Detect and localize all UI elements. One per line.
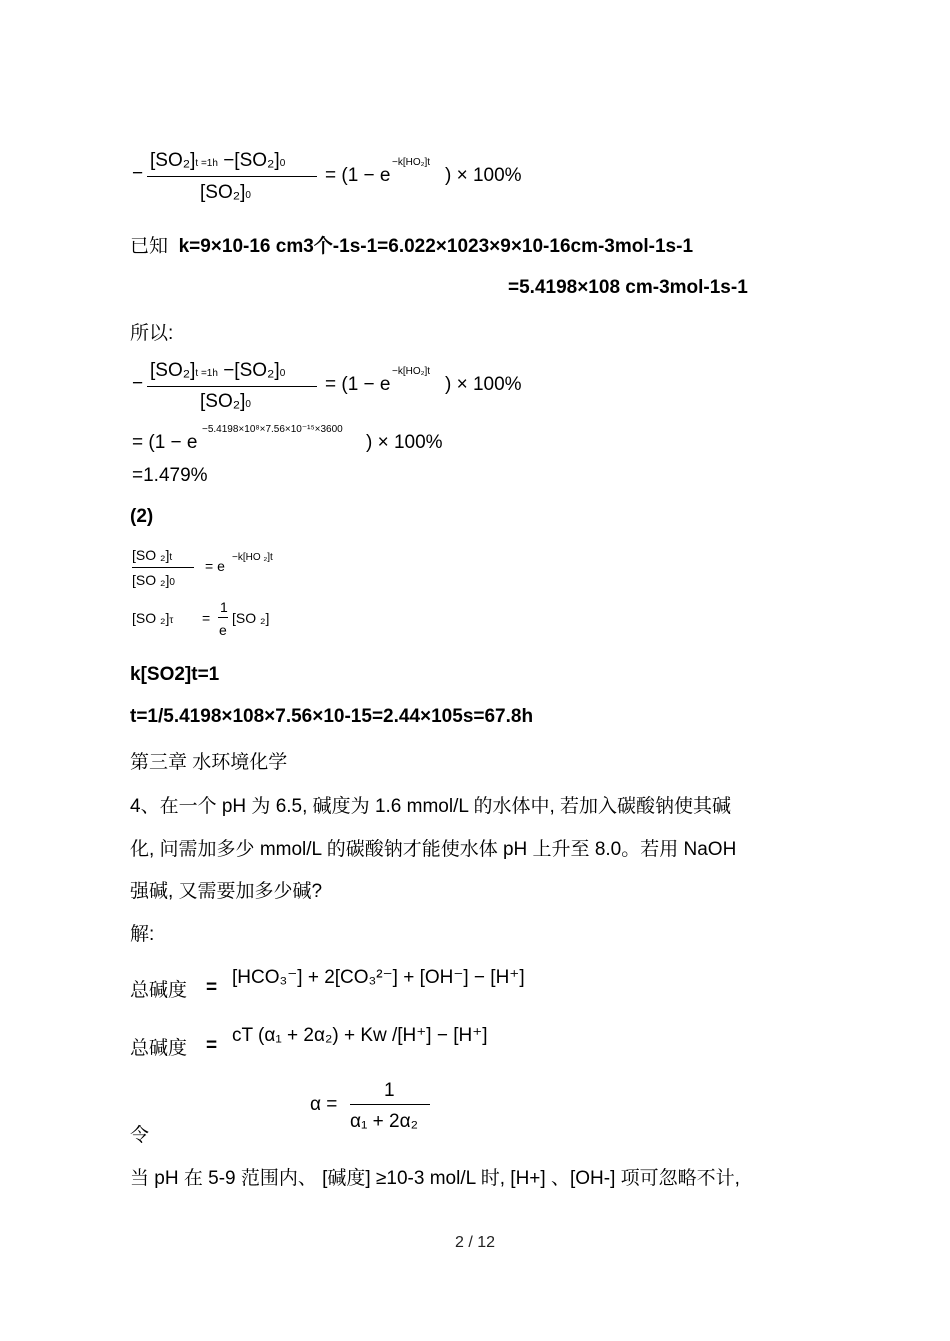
- alpha-lhs: α =: [310, 1094, 338, 1115]
- so2-term: [SO ₂]: [132, 547, 170, 563]
- subscript: t: [169, 552, 173, 563]
- rhs-tail: ) × 100%: [445, 374, 522, 395]
- fraction-numerator: [150, 150, 285, 172]
- equals: =: [202, 610, 211, 626]
- k-equation: k[SO2]t=1: [130, 664, 220, 685]
- exponent: −k[HO₂]t: [392, 366, 431, 377]
- fraction-bar: [132, 567, 194, 568]
- lhs: [132, 610, 173, 626]
- subscript: 0: [245, 190, 251, 201]
- part-2-label: (2): [130, 506, 154, 527]
- fraction-denominator: [200, 391, 251, 413]
- rhs-tail: ) × 100%: [366, 432, 443, 453]
- fraction-bar: [350, 1104, 430, 1105]
- rhs: = (1 − e: [325, 165, 391, 186]
- subscript: 0: [245, 399, 251, 410]
- given-line-1: [130, 231, 693, 258]
- rhs: [SO ₂]: [232, 610, 270, 626]
- fraction-bar: [147, 176, 317, 177]
- result-1: =1.479%: [132, 465, 208, 486]
- alkalinity-expr: [HCO₃⁻] + 2[CO₃²⁻] + [OH⁻] − [H⁺]: [232, 967, 525, 988]
- exponent: −5.4198×10⁸×7.56×10⁻¹⁵×3600: [202, 424, 343, 435]
- rhs: = (1 − e: [325, 374, 391, 395]
- frac-den: e: [219, 622, 227, 638]
- minus-sign: −: [132, 373, 144, 394]
- equals: =: [206, 1035, 218, 1056]
- chapter-heading: 第三章 水环境化学: [130, 752, 288, 773]
- frac-num: 1: [220, 599, 228, 615]
- problem-line-3: 强碱, 又需要加多少碱?: [130, 881, 323, 902]
- rhs: = e: [205, 558, 225, 574]
- so2-term: −[SO₂]: [223, 360, 280, 381]
- frac-num: 1: [384, 1080, 395, 1101]
- alkalinity-label: 总碱度: [130, 980, 188, 1001]
- fraction-numerator: [150, 360, 285, 382]
- therefore-label: 所以:: [130, 323, 174, 344]
- solution-label: 解:: [130, 924, 155, 945]
- so2-term: [SO₂]: [150, 360, 196, 381]
- fraction-denominator: [200, 182, 251, 204]
- fraction-denominator: [132, 572, 175, 588]
- fraction-bar: [147, 386, 317, 387]
- frac-den: α₁ + 2α₂: [350, 1111, 418, 1132]
- so2-term: [SO ₂]: [132, 610, 170, 626]
- equals: =: [206, 977, 218, 998]
- so2-term: [SO₂]: [150, 150, 196, 171]
- so2-term: −[SO₂]: [223, 150, 280, 171]
- subscript: 0: [279, 368, 286, 379]
- lhs: = (1 − e: [132, 432, 198, 453]
- subscript: 0: [169, 577, 175, 588]
- let-label: 令: [130, 1125, 150, 1146]
- fraction-numerator: [132, 547, 172, 563]
- subscript: t =1h: [195, 158, 218, 169]
- given-value: k=9×10-16 cm3个-1s-1=6.022×1023×9×10-16cm-3mol-1s-1: [178, 236, 694, 257]
- rhs-tail: ) × 100%: [445, 165, 522, 186]
- so2-term: [SO₂]: [200, 182, 246, 203]
- condition-line: 当 pH 在 5-9 范围内、 [碱度] ≥10-3 mol/L 时, [H+] 、[OH-] 项可忽略不计,: [130, 1168, 740, 1189]
- alkalinity-label: 总碱度: [130, 1038, 188, 1059]
- exponent: −k[HO ₂]t: [232, 552, 273, 563]
- problem-line-1: 4、在一个 pH 为 6.5, 碱度为 1.6 mmol/L 的水体中, 若加入碳酸钠使其碱: [130, 796, 732, 817]
- exponent: −k[HO₂]t: [392, 157, 431, 168]
- so2-term: [SO ₂]: [132, 572, 170, 588]
- given-prefix: 已知: [130, 236, 169, 257]
- page-number: 2 / 12: [454, 1234, 496, 1251]
- subscript: τ: [169, 615, 174, 626]
- alkalinity-expr: cT (α₁ + 2α₂) + Kw /[H⁺] − [H⁺]: [232, 1025, 488, 1046]
- given-line-2: =5.4198×108 cm-3mol-1s-1: [508, 277, 748, 298]
- so2-term: [SO₂]: [200, 391, 246, 412]
- subscript: t =1h: [195, 368, 218, 379]
- subscript: 0: [279, 158, 286, 169]
- problem-line-2: 化, 问需加多少 mmol/L 的碳酸钠才能使水体 pH 上升至 8.0。若用 NaOH: [130, 839, 737, 860]
- t-equation: t=1/5.4198×108×7.56×10-15=2.44×105s=67.8h: [130, 706, 534, 727]
- minus-sign: −: [132, 163, 144, 184]
- fraction-bar: [218, 617, 228, 618]
